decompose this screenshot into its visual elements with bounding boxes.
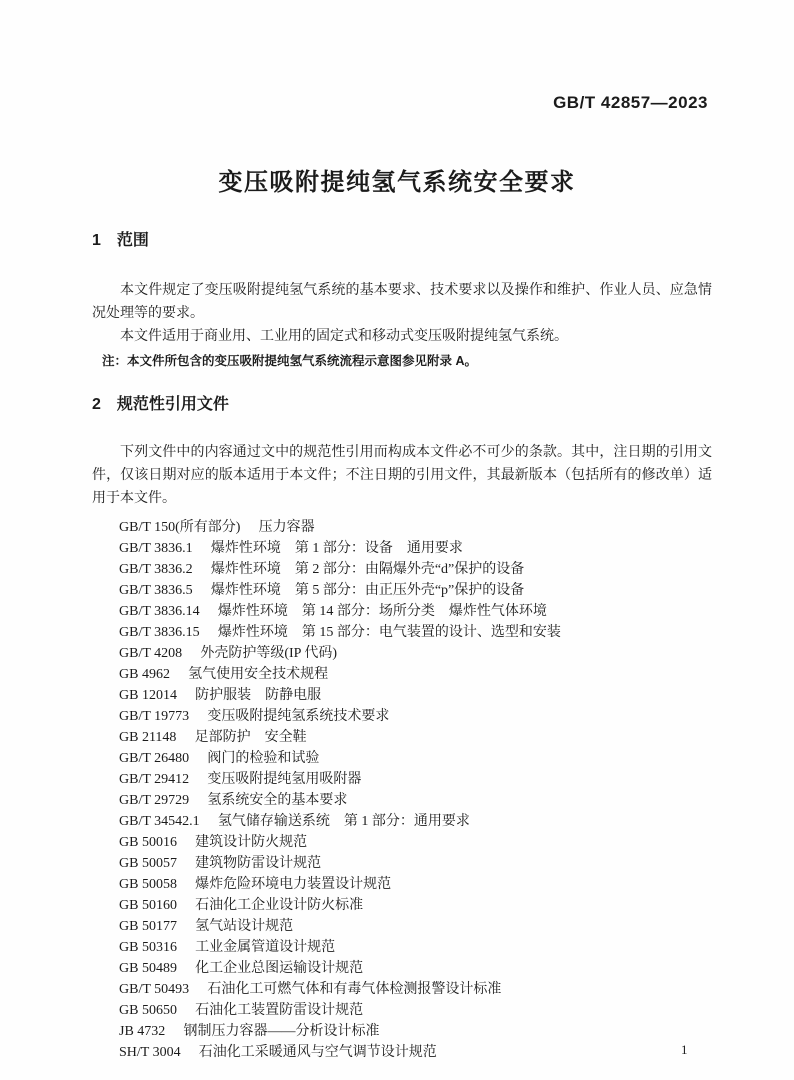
reference-item	[119, 643, 712, 664]
reference-item	[119, 979, 712, 1000]
reference-code: GB/T 29729	[119, 793, 190, 808]
reference-item	[119, 874, 712, 895]
reference-code: GB 50316	[119, 940, 177, 955]
reference-code: GB 12014	[119, 688, 177, 703]
reference-code: SH/T 3004	[119, 1045, 181, 1060]
reference-item	[119, 622, 712, 643]
scope-paragraph-1: 本文件规定了变压吸附提纯氢气系统的基本要求、技术要求以及操作和维护、作业人员、应急情况处理等的要求。	[92, 283, 712, 321]
reference-item	[119, 517, 712, 538]
normative-references-intro: 下列文件中的内容通过文中的规范性引用而构成本文件必不可少的条款。其中，注日期的引用文件，仅该日期对应的版本适用于本文件；不注日期的引用文件，其最新版本（包括所有的修改单）适用于本文件。	[92, 445, 712, 506]
reference-code: GB 50016	[119, 835, 177, 850]
reference-title: 石油化工可燃气体和有毒气体检测报警设计标准	[207, 982, 502, 997]
section-2-title: 规范性引用文件	[116, 396, 229, 413]
reference-item	[119, 958, 712, 979]
section-1-number: 1	[92, 232, 101, 249]
reference-title: 化工企业总图运输设计规范	[195, 961, 364, 976]
reference-item	[119, 1000, 712, 1021]
reference-code: GB/T 19773	[119, 709, 190, 724]
reference-item	[119, 1021, 712, 1042]
reference-title: 外壳防护等级(IP 代码)	[200, 646, 338, 661]
reference-item	[119, 538, 712, 559]
reference-item	[119, 811, 712, 832]
reference-item	[119, 748, 712, 769]
reference-item	[119, 601, 712, 622]
page-number: 1	[681, 1042, 688, 1057]
reference-item	[119, 790, 712, 811]
reference-title: 氢气站设计规范	[195, 919, 294, 934]
reference-title: 爆炸危险环境电力装置设计规范	[195, 877, 392, 892]
reference-title: 建筑物防雷设计规范	[195, 856, 322, 871]
reference-code: GB 50160	[119, 898, 177, 913]
section-2-heading	[92, 395, 712, 415]
document-body	[92, 231, 712, 1063]
reference-item	[119, 769, 712, 790]
reference-item	[119, 937, 712, 958]
reference-title: 氢气使用安全技术规程	[188, 667, 329, 682]
reference-title: 防护服装 防静电服	[195, 688, 322, 703]
document-title: 变压吸附提纯氢气系统安全要求	[218, 169, 576, 196]
reference-code: GB 21148	[119, 730, 177, 745]
reference-code: GB/T 150(所有部分)	[119, 520, 241, 535]
section-1-title: 范围	[116, 232, 149, 249]
reference-item	[119, 580, 712, 601]
reference-code: GB 50177	[119, 919, 177, 934]
reference-title: 爆炸性环境 第 5 部分：由正压外壳“p”保护的设备	[210, 583, 525, 598]
reference-code: GB/T 50493	[119, 982, 190, 997]
reference-title: 爆炸性环境 第 15 部分：电气装置的设计、选型和安装	[217, 625, 561, 640]
section-1-heading	[92, 231, 712, 251]
reference-code: JB 4732	[119, 1024, 166, 1039]
reference-code: GB/T 26480	[119, 751, 190, 766]
reference-title: 变压吸附提纯氢用吸附器	[207, 772, 362, 787]
reference-code: GB/T 3836.1	[119, 541, 193, 556]
reference-code: GB 4962	[119, 667, 170, 682]
reference-title: 爆炸性环境 第 1 部分：设备 通用要求	[210, 541, 463, 556]
reference-title: 氢系统安全的基本要求	[207, 793, 348, 808]
reference-code: GB 50058	[119, 877, 177, 892]
reference-code: GB 50489	[119, 961, 177, 976]
scope-note: 注：本文件所包含的变压吸附提纯氢气系统流程示意图参见附录 A。	[102, 354, 478, 368]
reference-code: GB 50650	[119, 1003, 177, 1018]
reference-code: GB/T 3836.5	[119, 583, 193, 598]
reference-code: GB/T 29412	[119, 772, 190, 787]
reference-code: GB/T 4208	[119, 646, 183, 661]
reference-code: GB/T 3836.2	[119, 562, 193, 577]
reference-title: 石油化工装置防雷设计规范	[195, 1003, 364, 1018]
reference-item	[119, 895, 712, 916]
reference-item	[119, 685, 712, 706]
reference-item	[119, 1042, 712, 1063]
reference-title: 氢气储存输送系统 第 1 部分：通用要求	[217, 814, 470, 829]
reference-title: 石油化工企业设计防火标准	[195, 898, 364, 913]
reference-item	[119, 832, 712, 853]
reference-title: 钢制压力容器——分析设计标准	[183, 1024, 380, 1039]
reference-item	[119, 853, 712, 874]
scope-paragraph-2: 本文件适用于商业用、工业用的固定式和移动式变压吸附提纯氢气系统。	[120, 329, 568, 344]
reference-item	[119, 559, 712, 580]
reference-title: 石油化工采暖通风与空气调节设计规范	[198, 1045, 437, 1060]
reference-item	[119, 916, 712, 937]
reference-item	[119, 664, 712, 685]
reference-code: GB/T 3836.15	[119, 625, 200, 640]
reference-title: 阀门的检验和试验	[207, 751, 320, 766]
reference-code: GB 50057	[119, 856, 177, 871]
reference-code: GB/T 34542.1	[119, 814, 200, 829]
section-2-number: 2	[92, 396, 101, 413]
reference-item	[119, 706, 712, 727]
reference-item	[119, 727, 712, 748]
reference-code: GB/T 3836.14	[119, 604, 200, 619]
reference-title: 爆炸性环境 第 14 部分：场所分类 爆炸性气体环境	[217, 604, 547, 619]
reference-title: 建筑设计防火规范	[195, 835, 308, 850]
reference-title: 压力容器	[258, 520, 315, 535]
reference-title: 工业金属管道设计规范	[195, 940, 336, 955]
reference-title: 足部防护 安全鞋	[194, 730, 307, 745]
reference-title: 变压吸附提纯氢系统技术要求	[207, 709, 390, 724]
standard-code-header: GB/T 42857—2023	[553, 93, 708, 112]
reference-title: 爆炸性环境 第 2 部分：由隔爆外壳“d”保护的设备	[210, 562, 525, 577]
references-list	[92, 517, 712, 1063]
